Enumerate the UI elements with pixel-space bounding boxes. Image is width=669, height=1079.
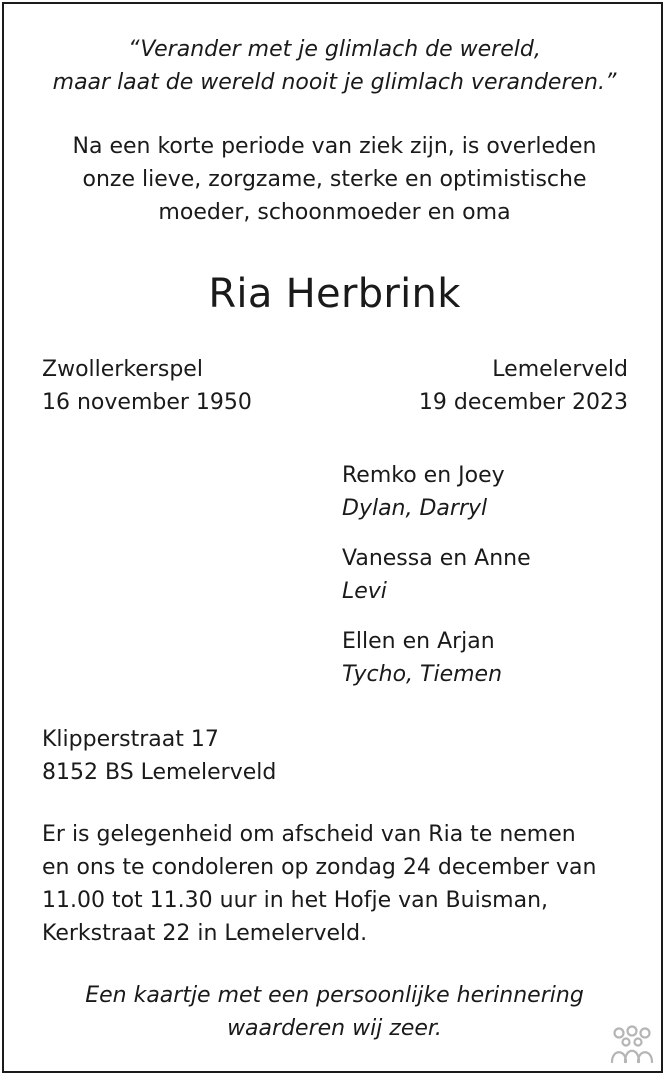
- birth-date: 16 november 1950: [42, 390, 252, 415]
- deceased-name: Ria Herbrink: [208, 271, 461, 317]
- quote-line-2: maar laat de wereld nooit je glimlach veranderen.”: [52, 70, 617, 95]
- family-couple: Ellen en Arjan: [342, 629, 495, 654]
- intro-text: [0, 130, 669, 229]
- condolence-line-2: en ons te condoleren op zondag 24 december van: [42, 855, 597, 880]
- intro-line-2: onze lieve, zorgzame, sterke en optimistische: [82, 167, 587, 192]
- death-info: [419, 353, 628, 419]
- family-couple: Vanessa en Anne: [342, 546, 531, 571]
- address-city: 8152 BS Lemelerveld: [42, 760, 277, 785]
- family-children: Tycho, Tiemen: [342, 662, 503, 687]
- family-entry: [342, 459, 505, 525]
- birth-place: Zwollerkerspel: [42, 357, 203, 382]
- death-date: 19 december 2023: [418, 390, 628, 415]
- family-entry: [342, 625, 502, 691]
- condolence-line-3: 11.00 tot 11.30 uur in het Hofje van Buisman,: [42, 888, 549, 913]
- intro-line-1: Na een korte periode van ziek zijn, is overleden: [72, 134, 597, 159]
- closing-line-2: waarderen wij zeer.: [227, 1016, 442, 1041]
- quote-line-1: “Verander met je glimlach de wereld,: [128, 37, 541, 62]
- intro-line-3: moeder, schoonmoeder en oma: [158, 200, 511, 225]
- address: [42, 723, 276, 789]
- family-entry: [342, 542, 531, 608]
- address-street: Klipperstraat 17: [42, 727, 219, 752]
- family-children: Levi: [342, 579, 387, 604]
- quote: [0, 33, 669, 99]
- death-place: Lemelerveld: [492, 357, 628, 382]
- birth-info: [42, 353, 252, 419]
- family-children: Dylan, Darryl: [342, 496, 488, 521]
- family-couple: Remko en Joey: [342, 463, 505, 488]
- people-group-icon: [608, 1025, 656, 1065]
- closing-text: [0, 979, 669, 1045]
- condolence-info: [42, 818, 596, 950]
- condolence-line-1: Er is gelegenheid om afscheid van Ria te nemen: [42, 822, 576, 847]
- closing-line-1: Een kaartje met een persoonlijke herinnering: [85, 983, 584, 1008]
- condolence-line-4: Kerkstraat 22 in Lemelerveld.: [42, 921, 368, 946]
